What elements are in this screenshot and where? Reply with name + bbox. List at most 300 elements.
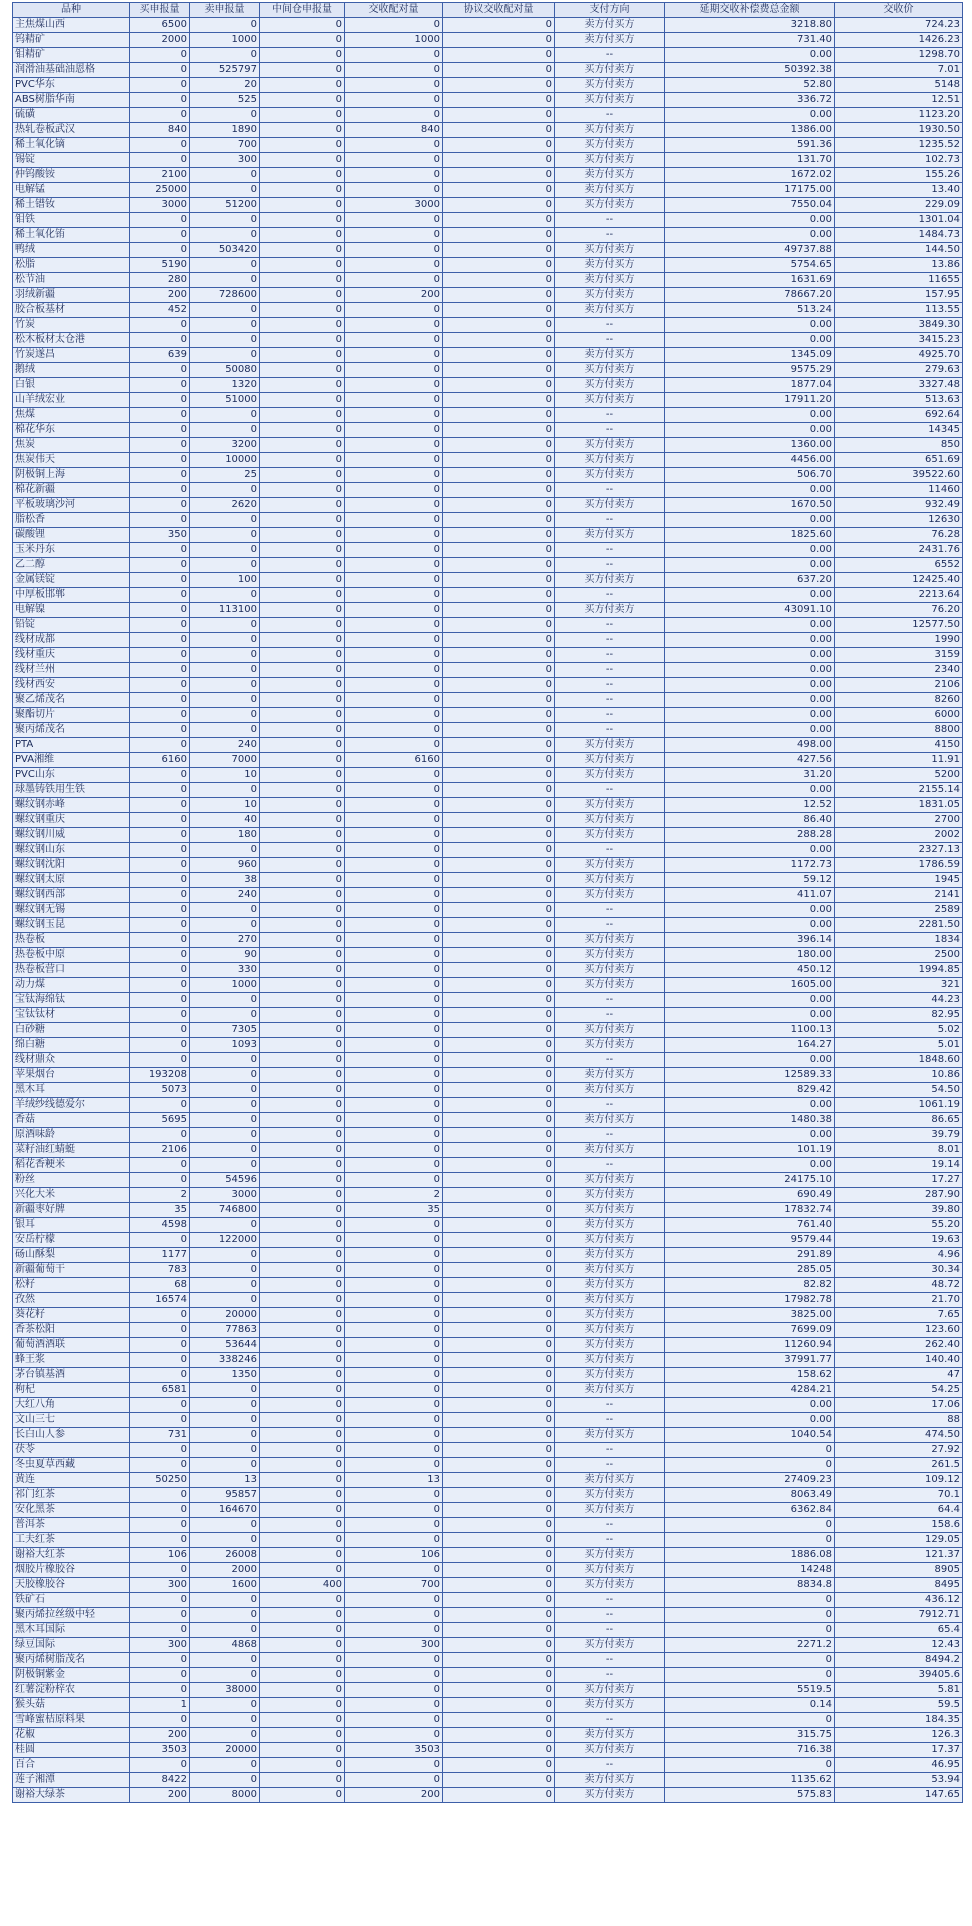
table-row xyxy=(13,873,963,888)
cell-buy-declared: 0 xyxy=(130,1368,190,1383)
cell-agreement-matched: 0 xyxy=(443,1548,555,1563)
cell-intermediate-declared: 0 xyxy=(260,1353,345,1368)
cell-agreement-matched: 0 xyxy=(443,1683,555,1698)
cell-compensation-total: 0.00 xyxy=(665,783,835,798)
cell-intermediate-declared: 0 xyxy=(260,1143,345,1158)
cell-intermediate-declared: 0 xyxy=(260,1428,345,1443)
cell-matched-quantity: 0 xyxy=(345,1353,443,1368)
cell-intermediate-declared: 0 xyxy=(260,1068,345,1083)
cell-compensation-total: 0.00 xyxy=(665,903,835,918)
cell-delivery-price: 8905 xyxy=(835,1563,963,1578)
cell-delivery-price: 229.09 xyxy=(835,198,963,213)
table-row xyxy=(13,198,963,213)
cell-matched-quantity: 0 xyxy=(345,63,443,78)
table-row xyxy=(13,858,963,873)
cell-payment-direction: -- xyxy=(555,513,665,528)
cell-delivery-price: 692.64 xyxy=(835,408,963,423)
cell-variety: 钼精矿 xyxy=(13,48,130,63)
table-row xyxy=(13,1143,963,1158)
cell-agreement-matched: 0 xyxy=(443,873,555,888)
table-row xyxy=(13,1593,963,1608)
cell-buy-declared: 2100 xyxy=(130,168,190,183)
cell-intermediate-declared: 0 xyxy=(260,498,345,513)
cell-sell-declared: 0 xyxy=(190,588,260,603)
cell-variety: 红薯淀粉梓农 xyxy=(13,1683,130,1698)
cell-matched-quantity: 0 xyxy=(345,1503,443,1518)
cell-variety: 线材成都 xyxy=(13,633,130,648)
table-row xyxy=(13,843,963,858)
table-row xyxy=(13,153,963,168)
cell-payment-direction: 买方付卖方 xyxy=(555,978,665,993)
cell-sell-declared: 0 xyxy=(190,1053,260,1068)
cell-delivery-price: 3849.30 xyxy=(835,318,963,333)
cell-variety: 黑木耳国际 xyxy=(13,1623,130,1638)
table-row xyxy=(13,618,963,633)
table-row xyxy=(13,33,963,48)
table-row xyxy=(13,108,963,123)
cell-intermediate-declared: 0 xyxy=(260,258,345,273)
cell-payment-direction: 买方付卖方 xyxy=(555,888,665,903)
cell-variety: 鹅绒 xyxy=(13,363,130,378)
cell-matched-quantity: 0 xyxy=(345,1128,443,1143)
cell-variety: 葵花籽 xyxy=(13,1308,130,1323)
cell-buy-declared: 0 xyxy=(130,708,190,723)
cell-compensation-total: 1386.00 xyxy=(665,123,835,138)
table-row xyxy=(13,948,963,963)
table-row xyxy=(13,1488,963,1503)
cell-variety: 金属镁锭 xyxy=(13,573,130,588)
cell-compensation-total: 101.19 xyxy=(665,1143,835,1158)
cell-matched-quantity: 0 xyxy=(345,933,443,948)
cell-compensation-total: 591.36 xyxy=(665,138,835,153)
cell-intermediate-declared: 0 xyxy=(260,933,345,948)
cell-payment-direction: 卖方付买方 xyxy=(555,1383,665,1398)
cell-buy-declared: 5695 xyxy=(130,1113,190,1128)
cell-compensation-total: 731.40 xyxy=(665,33,835,48)
table-row xyxy=(13,123,963,138)
cell-intermediate-declared: 0 xyxy=(260,708,345,723)
cell-sell-declared: 0 xyxy=(190,1713,260,1728)
cell-variety: 羊绒纱线德爱尔 xyxy=(13,1098,130,1113)
cell-agreement-matched: 0 xyxy=(443,588,555,603)
cell-compensation-total: 158.62 xyxy=(665,1368,835,1383)
cell-buy-declared: 0 xyxy=(130,873,190,888)
cell-sell-declared: 0 xyxy=(190,618,260,633)
cell-agreement-matched: 0 xyxy=(443,63,555,78)
cell-matched-quantity: 6160 xyxy=(345,753,443,768)
cell-matched-quantity: 0 xyxy=(345,348,443,363)
cell-sell-declared: 330 xyxy=(190,963,260,978)
cell-variety: 球墨铸铁用生铁 xyxy=(13,783,130,798)
cell-intermediate-declared: 0 xyxy=(260,1023,345,1038)
cell-sell-declared: 2000 xyxy=(190,1563,260,1578)
cell-sell-declared: 0 xyxy=(190,228,260,243)
table-row xyxy=(13,1428,963,1443)
cell-delivery-price: 2431.76 xyxy=(835,543,963,558)
cell-sell-declared: 3200 xyxy=(190,438,260,453)
cell-sell-declared: 1350 xyxy=(190,1368,260,1383)
cell-sell-declared: 13 xyxy=(190,1473,260,1488)
cell-compensation-total: 50392.38 xyxy=(665,63,835,78)
cell-agreement-matched: 0 xyxy=(443,108,555,123)
cell-delivery-price: 287.90 xyxy=(835,1188,963,1203)
cell-variety: 兴化大米 xyxy=(13,1188,130,1203)
cell-delivery-price: 2340 xyxy=(835,663,963,678)
cell-delivery-price: 1848.60 xyxy=(835,1053,963,1068)
cell-matched-quantity: 0 xyxy=(345,678,443,693)
cell-agreement-matched: 0 xyxy=(443,843,555,858)
cell-delivery-price: 184.35 xyxy=(835,1713,963,1728)
cell-variety: 螺纹钢重庆 xyxy=(13,813,130,828)
cell-agreement-matched: 0 xyxy=(443,198,555,213)
cell-buy-declared: 0 xyxy=(130,1713,190,1728)
cell-matched-quantity: 0 xyxy=(345,1008,443,1023)
cell-variety: 稀土氧化铕 xyxy=(13,228,130,243)
cell-matched-quantity: 0 xyxy=(345,903,443,918)
cell-variety: 润滑油基础油恩格 xyxy=(13,63,130,78)
cell-matched-quantity: 0 xyxy=(345,1308,443,1323)
table-row xyxy=(13,228,963,243)
cell-compensation-total: 164.27 xyxy=(665,1038,835,1053)
cell-sell-declared: 0 xyxy=(190,783,260,798)
cell-payment-direction: 买方付卖方 xyxy=(555,1563,665,1578)
cell-agreement-matched: 0 xyxy=(443,1218,555,1233)
cell-intermediate-declared: 0 xyxy=(260,738,345,753)
cell-buy-declared: 4598 xyxy=(130,1218,190,1233)
cell-agreement-matched: 0 xyxy=(443,258,555,273)
cell-variety: 文山三七 xyxy=(13,1413,130,1428)
cell-variety: 黄连 xyxy=(13,1473,130,1488)
cell-matched-quantity: 0 xyxy=(345,888,443,903)
cell-agreement-matched: 0 xyxy=(443,753,555,768)
cell-delivery-price: 651.69 xyxy=(835,453,963,468)
cell-buy-declared: 0 xyxy=(130,723,190,738)
cell-buy-declared: 8422 xyxy=(130,1773,190,1788)
cell-payment-direction: 买方付卖方 xyxy=(555,468,665,483)
cell-variety: 新疆葡萄干 xyxy=(13,1263,130,1278)
cell-agreement-matched: 0 xyxy=(443,1728,555,1743)
cell-payment-direction: -- xyxy=(555,918,665,933)
cell-intermediate-declared: 0 xyxy=(260,228,345,243)
cell-compensation-total: 82.82 xyxy=(665,1278,835,1293)
cell-agreement-matched: 0 xyxy=(443,213,555,228)
cell-delivery-price: 279.63 xyxy=(835,363,963,378)
cell-intermediate-declared: 0 xyxy=(260,153,345,168)
cell-intermediate-declared: 0 xyxy=(260,168,345,183)
cell-agreement-matched: 0 xyxy=(443,1743,555,1758)
cell-delivery-price: 2589 xyxy=(835,903,963,918)
cell-delivery-price: 8495 xyxy=(835,1578,963,1593)
cell-compensation-total: 1877.04 xyxy=(665,378,835,393)
cell-variety: 主焦煤山西 xyxy=(13,18,130,33)
cell-buy-declared: 200 xyxy=(130,1728,190,1743)
cell-agreement-matched: 0 xyxy=(443,1578,555,1593)
cell-intermediate-declared: 0 xyxy=(260,753,345,768)
cell-payment-direction: 卖方付买方 xyxy=(555,1248,665,1263)
cell-intermediate-declared: 0 xyxy=(260,1698,345,1713)
cell-compensation-total: 396.14 xyxy=(665,933,835,948)
cell-agreement-matched: 0 xyxy=(443,93,555,108)
cell-sell-declared: 300 xyxy=(190,153,260,168)
cell-variety: 聚丙烯树脂茂名 xyxy=(13,1653,130,1668)
cell-intermediate-declared: 0 xyxy=(260,978,345,993)
cell-agreement-matched: 0 xyxy=(443,1338,555,1353)
cell-sell-declared: 0 xyxy=(190,1143,260,1158)
cell-agreement-matched: 0 xyxy=(443,1233,555,1248)
cell-buy-declared: 0 xyxy=(130,813,190,828)
cell-intermediate-declared: 0 xyxy=(260,843,345,858)
cell-intermediate-declared: 0 xyxy=(260,858,345,873)
cell-sell-declared: 8000 xyxy=(190,1788,260,1803)
cell-buy-declared: 2106 xyxy=(130,1143,190,1158)
cell-agreement-matched: 0 xyxy=(443,813,555,828)
cell-payment-direction: 卖方付买方 xyxy=(555,1083,665,1098)
cell-buy-declared: 0 xyxy=(130,393,190,408)
cell-delivery-price: 76.28 xyxy=(835,528,963,543)
cell-payment-direction: -- xyxy=(555,48,665,63)
cell-compensation-total: 0.00 xyxy=(665,1008,835,1023)
cell-sell-declared: 0 xyxy=(190,213,260,228)
cell-payment-direction: -- xyxy=(555,108,665,123)
cell-variety: 原酒味龄 xyxy=(13,1128,130,1143)
cell-matched-quantity: 0 xyxy=(345,273,443,288)
cell-intermediate-declared: 0 xyxy=(260,1473,345,1488)
cell-payment-direction: 买方付卖方 xyxy=(555,963,665,978)
cell-buy-declared: 0 xyxy=(130,1608,190,1623)
cell-compensation-total: 0.00 xyxy=(665,1053,835,1068)
cell-intermediate-declared: 0 xyxy=(260,1443,345,1458)
cell-compensation-total: 1100.13 xyxy=(665,1023,835,1038)
cell-delivery-price: 932.49 xyxy=(835,498,963,513)
cell-intermediate-declared: 0 xyxy=(260,1653,345,1668)
cell-delivery-price: 1786.59 xyxy=(835,858,963,873)
table-row xyxy=(13,1368,963,1383)
cell-compensation-total: 285.05 xyxy=(665,1263,835,1278)
cell-delivery-price: 12425.40 xyxy=(835,573,963,588)
cell-variety: 安岳柠檬 xyxy=(13,1233,130,1248)
cell-sell-declared: 0 xyxy=(190,993,260,1008)
table-row xyxy=(13,888,963,903)
cell-agreement-matched: 0 xyxy=(443,333,555,348)
cell-agreement-matched: 0 xyxy=(443,978,555,993)
cell-intermediate-declared: 0 xyxy=(260,783,345,798)
cell-matched-quantity: 0 xyxy=(345,1083,443,1098)
cell-sell-declared: 26008 xyxy=(190,1548,260,1563)
cell-intermediate-declared: 0 xyxy=(260,1338,345,1353)
cell-buy-declared: 0 xyxy=(130,1593,190,1608)
cell-matched-quantity: 3503 xyxy=(345,1743,443,1758)
cell-matched-quantity: 0 xyxy=(345,828,443,843)
cell-variety: 热卷板营口 xyxy=(13,963,130,978)
cell-matched-quantity: 106 xyxy=(345,1548,443,1563)
cell-variety: 百合 xyxy=(13,1758,130,1773)
cell-matched-quantity: 0 xyxy=(345,1698,443,1713)
cell-agreement-matched: 0 xyxy=(443,408,555,423)
cell-intermediate-declared: 0 xyxy=(260,1683,345,1698)
cell-buy-declared: 2000 xyxy=(130,33,190,48)
cell-sell-declared: 0 xyxy=(190,1263,260,1278)
table-row xyxy=(13,1773,963,1788)
cell-buy-declared: 0 xyxy=(130,1653,190,1668)
cell-buy-declared: 0 xyxy=(130,1398,190,1413)
cell-intermediate-declared: 0 xyxy=(260,273,345,288)
cell-sell-declared: 0 xyxy=(190,708,260,723)
table-row xyxy=(13,243,963,258)
cell-agreement-matched: 0 xyxy=(443,1638,555,1653)
cell-payment-direction: 买方付卖方 xyxy=(555,123,665,138)
cell-payment-direction: -- xyxy=(555,333,665,348)
cell-buy-declared: 50250 xyxy=(130,1473,190,1488)
cell-sell-declared: 0 xyxy=(190,903,260,918)
cell-compensation-total: 0.00 xyxy=(665,1158,835,1173)
cell-payment-direction: 卖方付买方 xyxy=(555,1143,665,1158)
cell-compensation-total: 0 xyxy=(665,1668,835,1683)
cell-compensation-total: 0.00 xyxy=(665,558,835,573)
cell-intermediate-declared: 0 xyxy=(260,1173,345,1188)
cell-payment-direction: 卖方付买方 xyxy=(555,1068,665,1083)
cell-intermediate-declared: 0 xyxy=(260,663,345,678)
cell-agreement-matched: 0 xyxy=(443,1068,555,1083)
cell-intermediate-declared: 0 xyxy=(260,1248,345,1263)
cell-agreement-matched: 0 xyxy=(443,633,555,648)
header-agreement-matched: 协议交收配对量 xyxy=(443,3,555,18)
table-row xyxy=(13,1068,963,1083)
header-buy-declared: 买申报量 xyxy=(130,3,190,18)
cell-variety: 竹炭 xyxy=(13,318,130,333)
cell-variety: 阴极铜紫金 xyxy=(13,1668,130,1683)
cell-delivery-price: 17.27 xyxy=(835,1173,963,1188)
cell-sell-declared: 0 xyxy=(190,1218,260,1233)
cell-intermediate-declared: 0 xyxy=(260,1563,345,1578)
cell-payment-direction: -- xyxy=(555,1608,665,1623)
cell-matched-quantity: 0 xyxy=(345,108,443,123)
table-row xyxy=(13,678,963,693)
cell-sell-declared: 0 xyxy=(190,1413,260,1428)
cell-compensation-total: 0 xyxy=(665,1623,835,1638)
cell-compensation-total: 0.00 xyxy=(665,693,835,708)
cell-compensation-total: 0 xyxy=(665,1653,835,1668)
cell-agreement-matched: 0 xyxy=(443,498,555,513)
cell-compensation-total: 0.00 xyxy=(665,1128,835,1143)
cell-sell-declared: 0 xyxy=(190,1533,260,1548)
cell-sell-declared: 40 xyxy=(190,813,260,828)
cell-compensation-total: 0.00 xyxy=(665,678,835,693)
cell-buy-declared: 35 xyxy=(130,1203,190,1218)
table-row xyxy=(13,303,963,318)
cell-payment-direction: -- xyxy=(555,1158,665,1173)
cell-compensation-total: 5519.5 xyxy=(665,1683,835,1698)
cell-compensation-total: 1670.50 xyxy=(665,498,835,513)
cell-payment-direction: 买方付卖方 xyxy=(555,753,665,768)
cell-matched-quantity: 0 xyxy=(345,663,443,678)
cell-payment-direction: 买方付卖方 xyxy=(555,393,665,408)
table-row xyxy=(13,1113,963,1128)
cell-payment-direction: 卖方付买方 xyxy=(555,528,665,543)
cell-sell-declared: 0 xyxy=(190,273,260,288)
cell-delivery-price: 129.05 xyxy=(835,1533,963,1548)
table-row xyxy=(13,798,963,813)
cell-compensation-total: 0.00 xyxy=(665,1413,835,1428)
cell-agreement-matched: 0 xyxy=(443,618,555,633)
cell-compensation-total: 427.56 xyxy=(665,753,835,768)
cell-compensation-total: 0.00 xyxy=(665,918,835,933)
cell-sell-declared: 0 xyxy=(190,633,260,648)
cell-buy-declared: 0 xyxy=(130,1323,190,1338)
cell-payment-direction: 买方付卖方 xyxy=(555,198,665,213)
cell-buy-declared: 0 xyxy=(130,1233,190,1248)
table-row xyxy=(13,1533,963,1548)
cell-buy-declared: 0 xyxy=(130,1503,190,1518)
cell-compensation-total: 0.00 xyxy=(665,843,835,858)
cell-agreement-matched: 0 xyxy=(443,783,555,798)
cell-agreement-matched: 0 xyxy=(443,1023,555,1038)
cell-matched-quantity: 0 xyxy=(345,918,443,933)
cell-delivery-price: 54.50 xyxy=(835,1083,963,1098)
cell-sell-declared: 0 xyxy=(190,1098,260,1113)
cell-payment-direction: 买方付卖方 xyxy=(555,1503,665,1518)
cell-payment-direction: 买方付卖方 xyxy=(555,1743,665,1758)
cell-variety: ABS树脂华南 xyxy=(13,93,130,108)
cell-variety: 绿豆国际 xyxy=(13,1638,130,1653)
cell-payment-direction: 买方付卖方 xyxy=(555,1038,665,1053)
cell-delivery-price: 2213.64 xyxy=(835,588,963,603)
cell-intermediate-declared: 0 xyxy=(260,1278,345,1293)
table-row xyxy=(13,1233,963,1248)
cell-payment-direction: -- xyxy=(555,318,665,333)
cell-buy-declared: 0 xyxy=(130,798,190,813)
cell-payment-direction: 买方付卖方 xyxy=(555,93,665,108)
cell-compensation-total: 0.00 xyxy=(665,408,835,423)
cell-intermediate-declared: 0 xyxy=(260,1548,345,1563)
cell-payment-direction: 买方付卖方 xyxy=(555,1578,665,1593)
cell-delivery-price: 39.80 xyxy=(835,1203,963,1218)
cell-agreement-matched: 0 xyxy=(443,1113,555,1128)
cell-buy-declared: 0 xyxy=(130,1158,190,1173)
cell-buy-declared: 0 xyxy=(130,903,190,918)
cell-variety: 菜籽油红蜻蜓 xyxy=(13,1143,130,1158)
cell-variety: PVC山东 xyxy=(13,768,130,783)
cell-matched-quantity: 0 xyxy=(345,1728,443,1743)
cell-variety: 聚乙烯茂名 xyxy=(13,693,130,708)
cell-delivery-price: 7912.71 xyxy=(835,1608,963,1623)
cell-compensation-total: 506.70 xyxy=(665,468,835,483)
cell-variety: 花椒 xyxy=(13,1728,130,1743)
cell-buy-declared: 452 xyxy=(130,303,190,318)
cell-buy-declared: 0 xyxy=(130,213,190,228)
cell-sell-declared: 7305 xyxy=(190,1023,260,1038)
cell-sell-declared: 100 xyxy=(190,573,260,588)
cell-delivery-price: 11.91 xyxy=(835,753,963,768)
cell-buy-declared: 25000 xyxy=(130,183,190,198)
cell-variety: 电解镍 xyxy=(13,603,130,618)
table-row xyxy=(13,1638,963,1653)
cell-compensation-total: 59.12 xyxy=(665,873,835,888)
cell-matched-quantity: 0 xyxy=(345,1248,443,1263)
cell-variety: 宝钛海绵钛 xyxy=(13,993,130,1008)
cell-matched-quantity: 0 xyxy=(345,783,443,798)
cell-compensation-total: 0.00 xyxy=(665,318,835,333)
cell-buy-declared: 639 xyxy=(130,348,190,363)
header-payment-direction: 支付方向 xyxy=(555,3,665,18)
cell-intermediate-declared: 0 xyxy=(260,1098,345,1113)
cell-agreement-matched: 0 xyxy=(443,1713,555,1728)
cell-payment-direction: 买方付卖方 xyxy=(555,873,665,888)
cell-delivery-price: 27.92 xyxy=(835,1443,963,1458)
cell-payment-direction: 卖方付买方 xyxy=(555,273,665,288)
cell-sell-declared: 0 xyxy=(190,1443,260,1458)
cell-matched-quantity: 0 xyxy=(345,1233,443,1248)
cell-variety: 动力煤 xyxy=(13,978,130,993)
